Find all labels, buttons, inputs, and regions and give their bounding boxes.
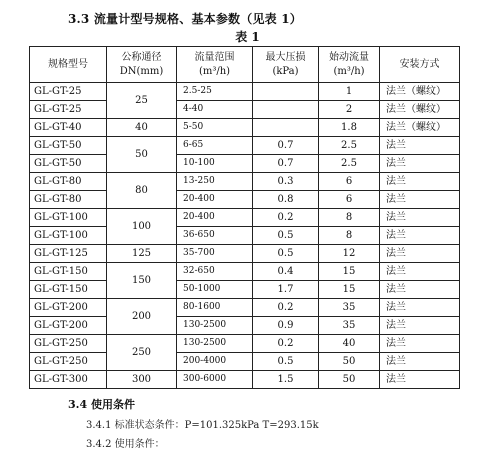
cell-start-flow: 8 <box>319 227 380 245</box>
cell-start-flow: 8 <box>319 209 380 227</box>
cell-flow-range: 20-400 <box>177 209 253 227</box>
cell-dn: 100 <box>107 209 177 245</box>
cell-pressure-loss: 0.5 <box>253 353 319 371</box>
table-row <box>30 281 460 299</box>
cell-pressure-loss: 0.4 <box>253 263 319 281</box>
cell-start-flow: 2.5 <box>319 155 380 173</box>
table-caption: 表 1 <box>235 30 260 44</box>
cell-model: GL-GT-25 <box>30 83 107 101</box>
cell-start-flow: 15 <box>319 263 380 281</box>
table-row <box>30 245 460 263</box>
header-dn: 公称通径 DN(mm) <box>107 47 177 83</box>
header-loss: 最大压损 (kPa) <box>253 47 319 83</box>
cell-dn: 50 <box>107 137 177 173</box>
cell-model: GL-GT-125 <box>30 245 107 263</box>
cell-install: 法兰 <box>380 191 460 209</box>
cell-start-flow: 12 <box>319 245 380 263</box>
cell-install: 法兰 <box>380 209 460 227</box>
cell-dn: 200 <box>107 299 177 335</box>
cell-flow-range: 13-250 <box>177 173 253 191</box>
cell-install: 法兰 <box>380 137 460 155</box>
header-start: 始动流量 (m³/h) <box>319 47 380 83</box>
cell-start-flow: 40 <box>319 335 380 353</box>
cell-install: 法兰（螺纹） <box>380 101 460 119</box>
table-row <box>30 119 460 137</box>
cell-pressure-loss <box>253 83 319 101</box>
cell-dn: 40 <box>107 119 177 137</box>
table-body <box>30 83 460 389</box>
cell-flow-range: 2.5-25 <box>177 83 253 101</box>
cell-flow-range: 130-2500 <box>177 317 253 335</box>
cell-install: 法兰 <box>380 317 460 335</box>
cell-pressure-loss: 0.5 <box>253 227 319 245</box>
table-row <box>30 335 460 353</box>
cell-pressure-loss: 0.5 <box>253 245 319 263</box>
cell-model: GL-GT-300 <box>30 371 107 389</box>
cell-start-flow: 1 <box>319 83 380 101</box>
cell-model: GL-GT-50 <box>30 155 107 173</box>
cell-flow-range: 36-650 <box>177 227 253 245</box>
sub-section-title: 3.4 使用条件 <box>68 398 135 411</box>
table-header-row <box>30 47 460 83</box>
cell-start-flow: 6 <box>319 191 380 209</box>
cell-install: 法兰 <box>380 227 460 245</box>
cell-pressure-loss: 0.7 <box>253 137 319 155</box>
cell-install: 法兰 <box>380 299 460 317</box>
cell-install: 法兰 <box>380 173 460 191</box>
cell-model: GL-GT-200 <box>30 299 107 317</box>
header-range: 流量范围 (m³/h) <box>177 47 253 83</box>
table-row <box>30 317 460 335</box>
table-row <box>30 101 460 119</box>
cell-install: 法兰 <box>380 353 460 371</box>
section-title: 3.3 流量计型号规格、基本参数（见表 1） <box>68 12 302 26</box>
cell-flow-range: 10-100 <box>177 155 253 173</box>
cell-pressure-loss: 1.7 <box>253 281 319 299</box>
cell-install: 法兰 <box>380 281 460 299</box>
cell-model: GL-GT-100 <box>30 209 107 227</box>
cell-install: 法兰 <box>380 335 460 353</box>
cell-model: GL-GT-250 <box>30 353 107 371</box>
cell-flow-range: 35-700 <box>177 245 253 263</box>
cell-pressure-loss: 1.5 <box>253 371 319 389</box>
cell-pressure-loss: 0.2 <box>253 209 319 227</box>
table-row <box>30 353 460 371</box>
cell-pressure-loss <box>253 119 319 137</box>
cell-flow-range: 6-65 <box>177 137 253 155</box>
cell-pressure-loss: 0.9 <box>253 317 319 335</box>
cell-dn: 80 <box>107 173 177 209</box>
table-row <box>30 299 460 317</box>
table-row <box>30 209 460 227</box>
cell-flow-range: 32-650 <box>177 263 253 281</box>
cell-flow-range: 4-40 <box>177 101 253 119</box>
cell-pressure-loss <box>253 101 319 119</box>
cell-start-flow: 35 <box>319 299 380 317</box>
cell-dn: 150 <box>107 263 177 299</box>
cell-model: GL-GT-40 <box>30 119 107 137</box>
table-row <box>30 83 460 101</box>
usage-condition-text: 3.4.2 使用条件： <box>86 439 165 450</box>
cell-start-flow: 15 <box>319 281 380 299</box>
cell-start-flow: 1.8 <box>319 119 380 137</box>
cell-install: 法兰 <box>380 371 460 389</box>
cell-start-flow: 50 <box>319 353 380 371</box>
cell-start-flow: 6 <box>319 173 380 191</box>
cell-model: GL-GT-80 <box>30 173 107 191</box>
cell-install: 法兰（螺纹） <box>380 119 460 137</box>
cell-flow-range: 200-4000 <box>177 353 253 371</box>
cell-flow-range: 130-2500 <box>177 335 253 353</box>
cell-model: GL-GT-200 <box>30 317 107 335</box>
cell-flow-range: 80-1600 <box>177 299 253 317</box>
cell-flow-range: 300-6000 <box>177 371 253 389</box>
cell-start-flow: 2 <box>319 101 380 119</box>
cell-install: 法兰 <box>380 155 460 173</box>
table-row <box>30 227 460 245</box>
table-row <box>30 191 460 209</box>
cell-pressure-loss: 0.7 <box>253 155 319 173</box>
cell-install: 法兰 <box>380 263 460 281</box>
cell-pressure-loss: 0.2 <box>253 299 319 317</box>
table-row <box>30 173 460 191</box>
cell-model: GL-GT-50 <box>30 137 107 155</box>
cell-start-flow: 35 <box>319 317 380 335</box>
standard-condition-text: 3.4.1 标准状态条件：P=101.325kPa T=293.15k <box>86 420 319 431</box>
cell-flow-range: 20-400 <box>177 191 253 209</box>
cell-flow-range: 50-1000 <box>177 281 253 299</box>
cell-pressure-loss: 0.3 <box>253 173 319 191</box>
cell-dn: 125 <box>107 245 177 263</box>
cell-install: 法兰 <box>380 245 460 263</box>
cell-model: GL-GT-100 <box>30 227 107 245</box>
table-row <box>30 155 460 173</box>
cell-model: GL-GT-150 <box>30 281 107 299</box>
cell-model: GL-GT-250 <box>30 335 107 353</box>
cell-model: GL-GT-80 <box>30 191 107 209</box>
cell-pressure-loss: 0.8 <box>253 191 319 209</box>
cell-flow-range: 5-50 <box>177 119 253 137</box>
cell-dn: 300 <box>107 371 177 389</box>
cell-start-flow: 2.5 <box>319 137 380 155</box>
table-row <box>30 263 460 281</box>
table-row <box>30 371 460 389</box>
cell-model: GL-GT-25 <box>30 101 107 119</box>
table-row <box>30 137 460 155</box>
cell-pressure-loss: 0.2 <box>253 335 319 353</box>
cell-model: GL-GT-150 <box>30 263 107 281</box>
cell-install: 法兰（螺纹） <box>380 83 460 101</box>
header-model: 规格型号 <box>30 47 107 83</box>
cell-dn: 25 <box>107 83 177 119</box>
cell-start-flow: 50 <box>319 371 380 389</box>
header-install: 安装方式 <box>380 47 460 83</box>
spec-table <box>29 46 460 389</box>
cell-dn: 250 <box>107 335 177 371</box>
